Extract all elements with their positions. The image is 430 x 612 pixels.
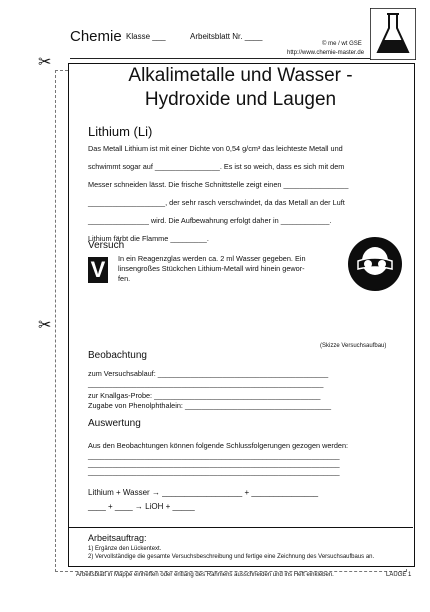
- website-url: http://www.chemie-master.de: [287, 50, 365, 56]
- scissors-icon: ✂: [38, 317, 52, 334]
- auswertung-blank: ______________________________________________________________: [88, 459, 340, 468]
- auswertung-heading: Auswertung: [88, 418, 141, 429]
- lithium-text-line: _______________ wird. Die Aufbewahrung erfolgt daher in ____________.: [88, 216, 332, 225]
- klasse-field: Klasse ___: [126, 32, 166, 41]
- header-rule: [70, 58, 370, 59]
- beobachtung-row: Zugabe von Phenolphthalein: ____________________________________: [88, 401, 332, 410]
- subject-label: Chemie: [70, 28, 122, 45]
- reaction-equation-line2: ____ + ____ → LiOH + _____: [88, 502, 195, 511]
- copyright-text: © me / wt GSE: [322, 41, 362, 47]
- versuch-heading: Versuch: [88, 240, 125, 251]
- flask-logo-icon: [370, 8, 416, 60]
- lithium-text-line: Das Metall Lithium ist mit einer Dichte von 0,54 g/cm³ das leichteste Metall und: [88, 144, 343, 153]
- reaction-equation-line1: Lithium + Wasser → __________________ + _______________: [88, 488, 319, 497]
- lithium-text-line: Lithium färbt die Flamme _________.: [88, 234, 209, 243]
- versuch-badge: V: [88, 257, 108, 283]
- versuch-text-line: fen.: [118, 274, 131, 283]
- arbeitsblatt-field: Arbeitsblatt Nr. ____: [190, 32, 263, 41]
- scissors-icon: ✂: [38, 54, 52, 71]
- lithium-text-line: Messer schneiden lässt. Die frische Schnittstelle zeigt einen ________________: [88, 180, 349, 189]
- auswertung-intro: Aus den Beobachtungen können folgende Schlussfolgerungen gezogen werden:: [88, 441, 349, 450]
- auswertung-blank: ______________________________________________________________: [88, 451, 340, 460]
- safety-goggles-icon: [348, 237, 402, 291]
- footer-code: LAUGE 1: [386, 572, 412, 578]
- lithium-heading: Lithium (Li): [88, 124, 153, 139]
- beobachtung-row: __________________________________________________________: [88, 379, 324, 388]
- versuch-text-line: linsengroßes Stückchen Lithium-Metall wird hinein gewor-: [118, 264, 305, 273]
- footer-note: Arbeitsblatt in Mappe einheften oder entlang des Rahmens ausschneiden und ins Heft einkleben.: [76, 572, 334, 578]
- worksheet-title-line1: Alkalimetalle und Wasser -: [128, 65, 353, 86]
- beobachtung-row: zur Knallgas-Probe: _________________________________________: [88, 391, 321, 400]
- arbeitsauftrag-heading: Arbeitsauftrag:: [88, 533, 147, 543]
- versuch-text-line: In ein Reagenzglas werden ca. 2 ml Wasser gegeben. Ein: [118, 254, 306, 263]
- task-item: 2) Vervollständige die gesamte Versuchsbeschreibung und fertige eine Zeichnung des Versuchsaufbaus an.: [88, 554, 375, 560]
- task-item: 1) Ergänze den Lückentext.: [88, 546, 162, 552]
- worksheet-title-line2: Hydroxide und Laugen: [144, 89, 337, 110]
- sketch-label: (Skizze Versuchsaufbau): [320, 343, 387, 349]
- auswertung-blank: ______________________________________________________________: [88, 467, 340, 476]
- lithium-text-line: ___________________, der sehr rasch verschwindet, da das Metall an der Luft: [88, 198, 345, 207]
- beobachtung-row: zum Versuchsablauf: __________________________________________: [88, 369, 329, 378]
- lithium-text-line: schwimmt sogar auf ________________. Es ist so weich, dass es sich mit dem: [88, 162, 345, 171]
- beobachtung-heading: Beobachtung: [88, 350, 147, 361]
